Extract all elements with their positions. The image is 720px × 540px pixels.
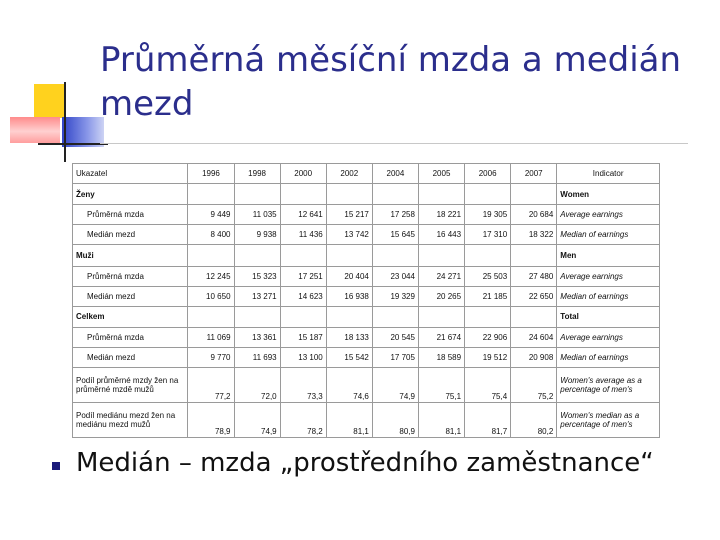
table-row (73, 347, 660, 367)
table-cell: Total (557, 306, 660, 327)
table-cell (188, 184, 234, 205)
slide-title: Průměrná měsíční mzda a medián mezd (100, 40, 682, 124)
table-cell: 18 589 (418, 347, 464, 367)
table-cell: 23 044 (372, 266, 418, 286)
table-row (73, 306, 660, 327)
table-cell: 78,2 (280, 402, 326, 437)
table-cell: Women's average as a percentage of men's (557, 368, 660, 403)
table-cell (418, 184, 464, 205)
table-cell: 20 265 (418, 286, 464, 306)
table-cell (188, 306, 234, 327)
table-body (73, 184, 660, 438)
table-cell: 16 443 (418, 225, 464, 245)
table-cell: 81,1 (418, 402, 464, 437)
table-cell: 9 449 (188, 205, 234, 225)
table-cell: 15 217 (326, 205, 372, 225)
header-cell: 2000 (280, 164, 326, 184)
table-cell: 14 623 (280, 286, 326, 306)
table-cell: 15 187 (280, 327, 326, 347)
header-cell: 2004 (372, 164, 418, 184)
table-cell: 21 185 (465, 286, 511, 306)
table-cell: 22 650 (511, 286, 557, 306)
table-cell: Average earnings (557, 327, 660, 347)
table-cell: Celkem (73, 306, 188, 327)
table-row (73, 245, 660, 266)
table-cell: 11 436 (280, 225, 326, 245)
table-cell (326, 184, 372, 205)
table-cell: Podíl mediánu mezd žen na mediánu mezd mužů (73, 402, 188, 437)
table-row (73, 225, 660, 245)
bullet-text: Medián – mzda „prostředního zaměstnance“ (76, 448, 654, 478)
table-cell (372, 245, 418, 266)
table-cell: 13 100 (280, 347, 326, 367)
table-row (73, 205, 660, 225)
table-cell (511, 184, 557, 205)
table-cell: Medián mezd (73, 286, 188, 306)
table-cell: 19 329 (372, 286, 418, 306)
table-cell (280, 306, 326, 327)
table-cell: 13 742 (326, 225, 372, 245)
table-cell: Podíl průměrné mzdy žen na průměrné mzdě mužů (73, 368, 188, 403)
header-cell: Indicator (557, 164, 660, 184)
table-cell: 19 512 (465, 347, 511, 367)
table-cell (280, 245, 326, 266)
table-cell: 20 545 (372, 327, 418, 347)
decor-yellow-square (34, 84, 64, 118)
table-cell: 13 271 (234, 286, 280, 306)
table-cell: Medián mezd (73, 347, 188, 367)
header-cell: 1996 (188, 164, 234, 184)
table-cell: 12 245 (188, 266, 234, 286)
table-cell: 78,9 (188, 402, 234, 437)
table-cell: Ženy (73, 184, 188, 205)
table-row (73, 327, 660, 347)
wage-table (72, 163, 660, 438)
table-cell: 17 705 (372, 347, 418, 367)
table-cell: 17 258 (372, 205, 418, 225)
table-cell: Median of earnings (557, 225, 660, 245)
table-cell: 20 684 (511, 205, 557, 225)
table-cell (372, 306, 418, 327)
table-cell: 80,9 (372, 402, 418, 437)
wage-table-container (72, 163, 660, 438)
table-cell (280, 184, 326, 205)
table-cell: 15 542 (326, 347, 372, 367)
table-cell (465, 184, 511, 205)
table-cell: 20 404 (326, 266, 372, 286)
table-cell: 18 221 (418, 205, 464, 225)
table-cell: 11 035 (234, 205, 280, 225)
table-cell: Medián mezd (73, 225, 188, 245)
table-cell: 18 322 (511, 225, 557, 245)
table-cell: 22 906 (465, 327, 511, 347)
table-cell: 72,0 (234, 368, 280, 403)
table-cell: 27 480 (511, 266, 557, 286)
title-underline (100, 143, 688, 144)
table-cell: 81,1 (326, 402, 372, 437)
table-cell: 80,2 (511, 402, 557, 437)
table-cell: 9 938 (234, 225, 280, 245)
table-cell: 19 305 (465, 205, 511, 225)
table-cell: 11 693 (234, 347, 280, 367)
table-cell: Muži (73, 245, 188, 266)
bullet-icon (52, 462, 60, 470)
table-cell: 74,6 (326, 368, 372, 403)
table-cell: 24 604 (511, 327, 557, 347)
table-cell: Women's median as a percentage of men's (557, 402, 660, 437)
table-cell: 77,2 (188, 368, 234, 403)
table-cell: 15 645 (372, 225, 418, 245)
table-cell: 18 133 (326, 327, 372, 347)
decor-vertical-line (64, 82, 66, 162)
table-cell (234, 184, 280, 205)
header-cell: 2007 (511, 164, 557, 184)
table-cell: 17 251 (280, 266, 326, 286)
table-cell: Průměrná mzda (73, 205, 188, 225)
table-cell (418, 245, 464, 266)
table-cell: 17 310 (465, 225, 511, 245)
table-cell: Median of earnings (557, 286, 660, 306)
table-cell: 75,1 (418, 368, 464, 403)
table-cell: 25 503 (465, 266, 511, 286)
table-cell: Průměrná mzda (73, 266, 188, 286)
header-cell: 2005 (418, 164, 464, 184)
table-cell (326, 245, 372, 266)
table-cell: 15 323 (234, 266, 280, 286)
header-cell: 1998 (234, 164, 280, 184)
table-cell: 20 908 (511, 347, 557, 367)
table-cell: 74,9 (372, 368, 418, 403)
table-cell (188, 245, 234, 266)
decor-horizontal-line (38, 143, 108, 145)
table-cell: 8 400 (188, 225, 234, 245)
table-cell: Median of earnings (557, 347, 660, 367)
table-cell (234, 306, 280, 327)
table-cell: Women (557, 184, 660, 205)
table-cell: Average earnings (557, 205, 660, 225)
decor-pink-square (10, 117, 60, 143)
table-cell (418, 306, 464, 327)
table-row (73, 402, 660, 437)
table-cell (511, 245, 557, 266)
table-cell: 24 271 (418, 266, 464, 286)
table-cell: 12 641 (280, 205, 326, 225)
table-cell (511, 306, 557, 327)
header-cell: 2002 (326, 164, 372, 184)
table-cell: 73,3 (280, 368, 326, 403)
table-cell (326, 306, 372, 327)
table-cell: 13 361 (234, 327, 280, 347)
table-cell: 75,2 (511, 368, 557, 403)
header-cell: Ukazatel (73, 164, 188, 184)
table-cell (465, 306, 511, 327)
table-header-row (73, 164, 660, 184)
table-cell (372, 184, 418, 205)
table-cell: 9 770 (188, 347, 234, 367)
table-cell: 21 674 (418, 327, 464, 347)
table-row (73, 368, 660, 403)
table-cell: 74,9 (234, 402, 280, 437)
table-cell: 10 650 (188, 286, 234, 306)
table-cell: Average earnings (557, 266, 660, 286)
table-cell (234, 245, 280, 266)
table-cell: 11 069 (188, 327, 234, 347)
table-cell: 75,4 (465, 368, 511, 403)
table-cell: Průměrná mzda (73, 327, 188, 347)
table-cell (465, 245, 511, 266)
table-row (73, 286, 660, 306)
table-row (73, 184, 660, 205)
table-cell: 16 938 (326, 286, 372, 306)
header-cell: 2006 (465, 164, 511, 184)
table-cell: Men (557, 245, 660, 266)
table-cell: 81,7 (465, 402, 511, 437)
table-row (73, 266, 660, 286)
